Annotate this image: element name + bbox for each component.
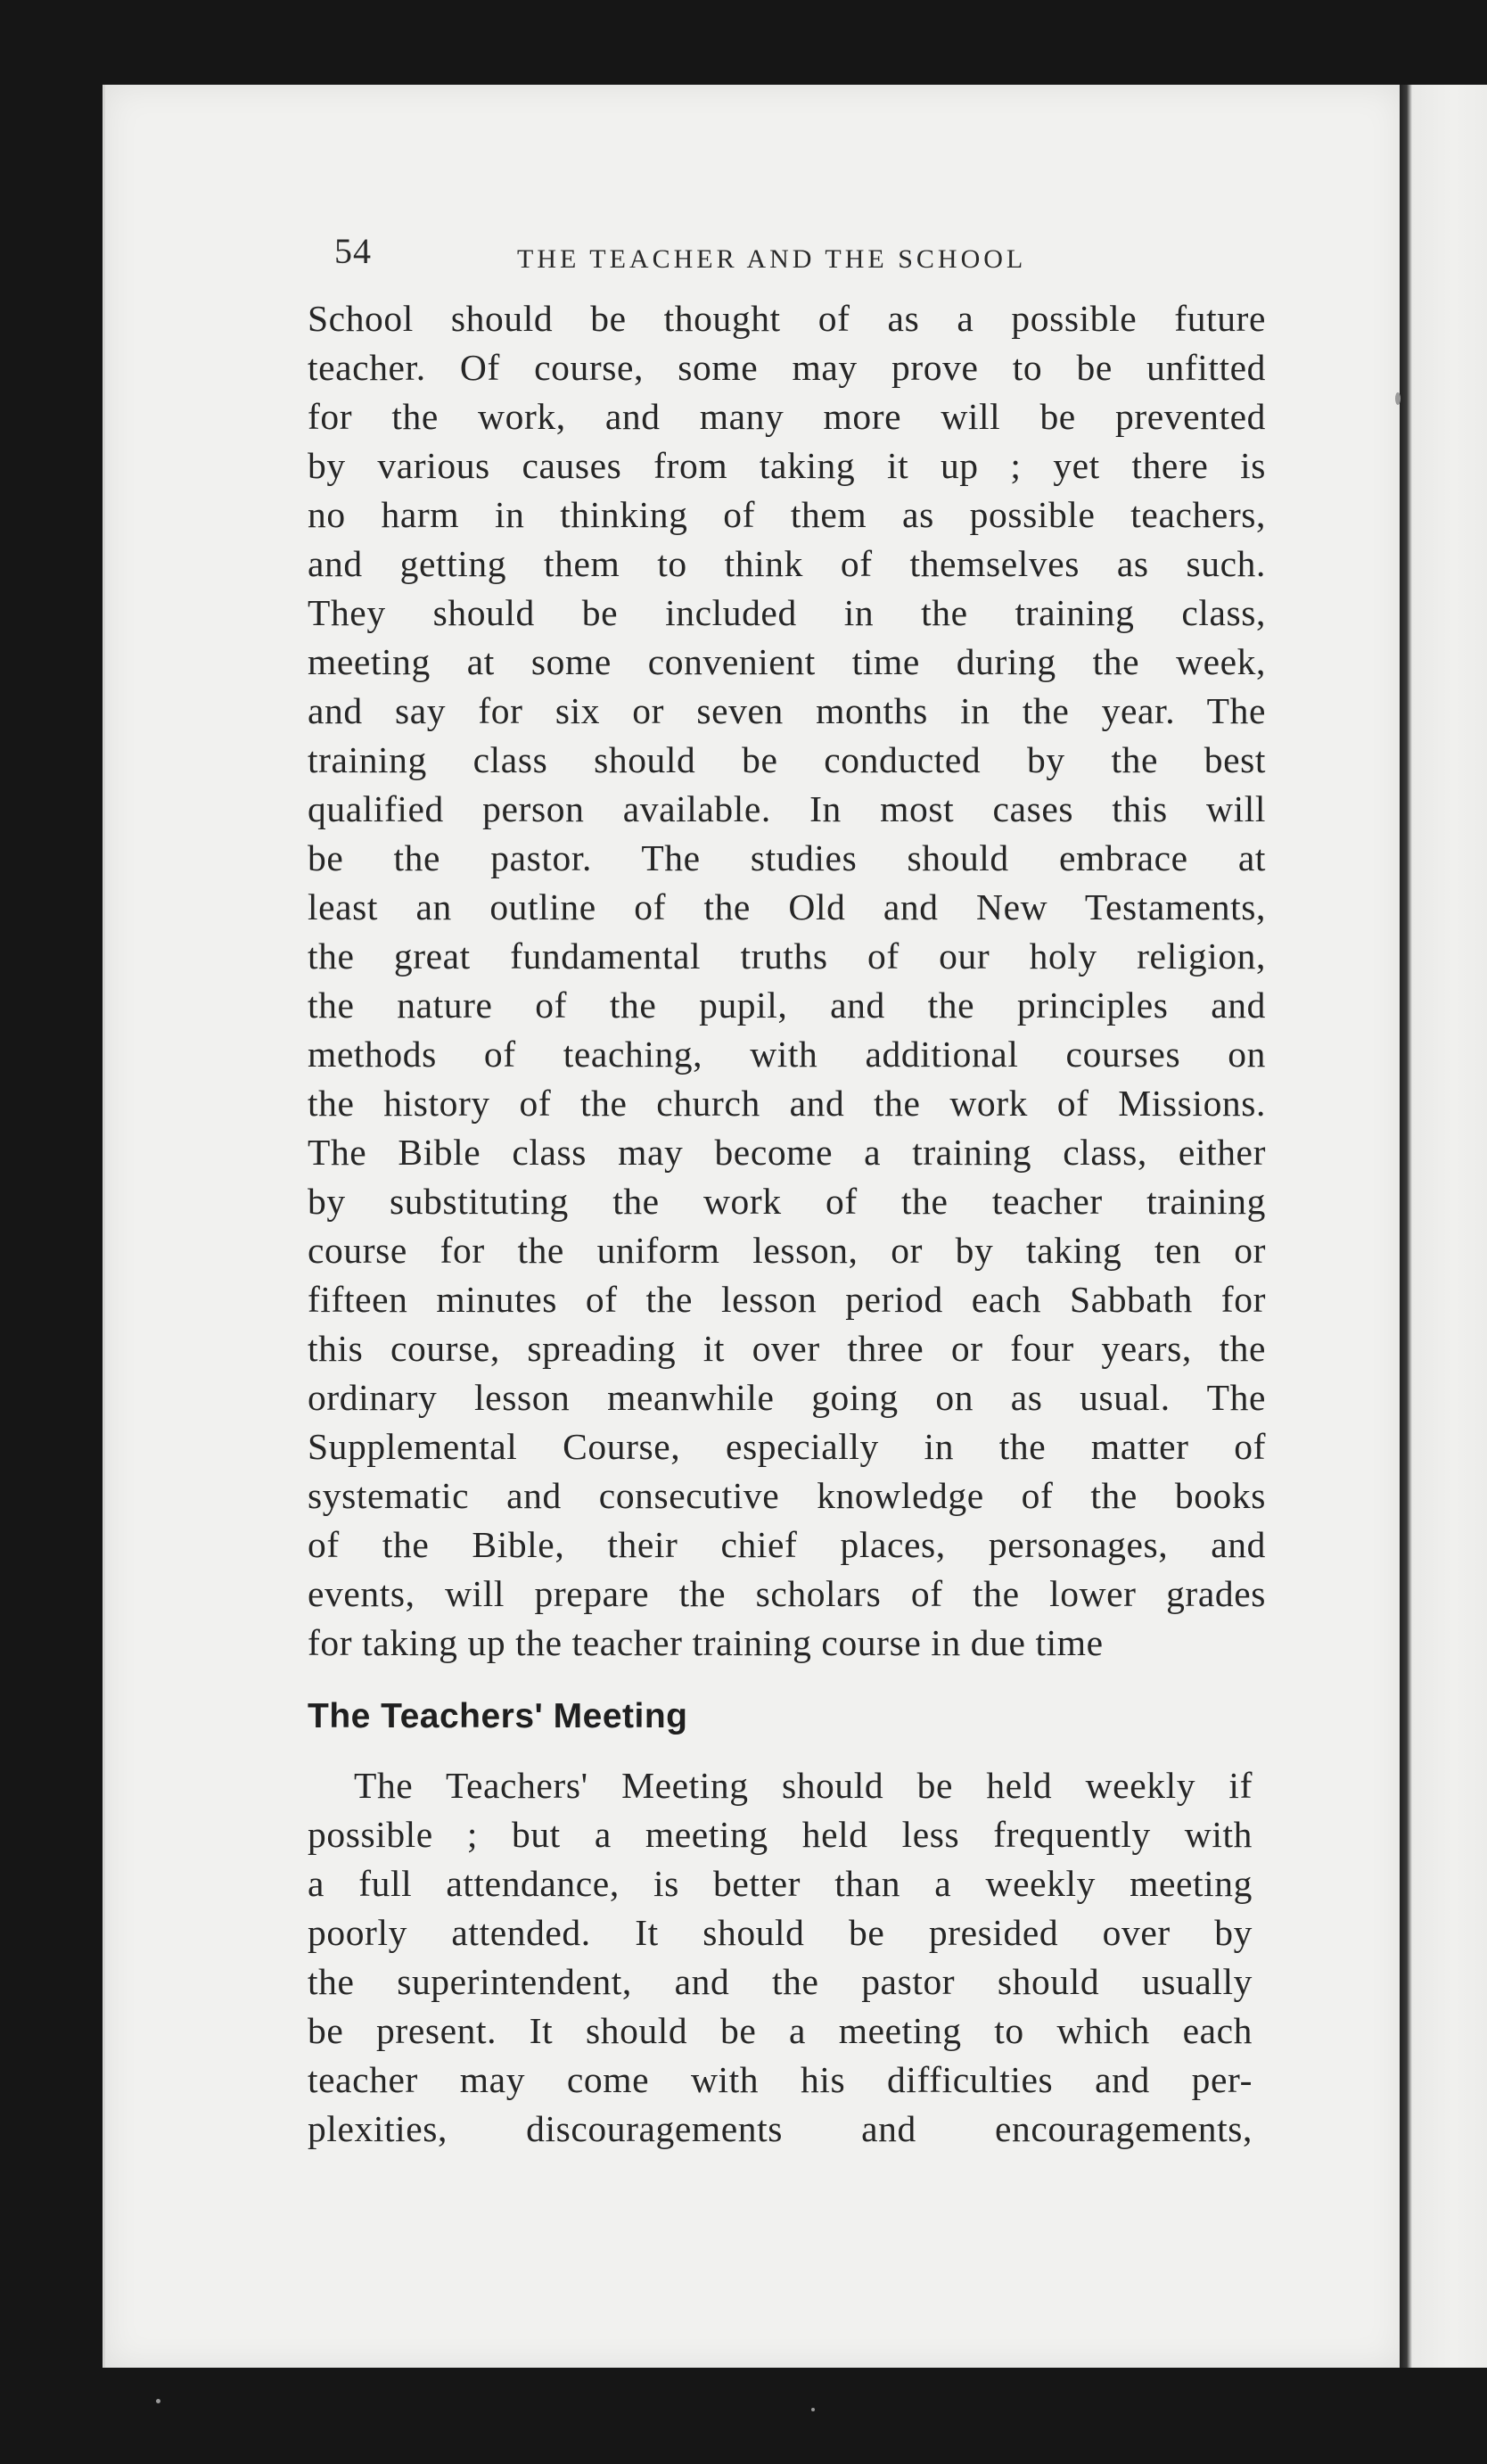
text-line: fifteen minutes of the lesson period each Sabbath for: [308, 1279, 1266, 1320]
text-line: Supplemental Course, especially in the matter of: [308, 1426, 1266, 1467]
text-line: the nature of the pupil, and the principles and: [308, 985, 1266, 1026]
text-line: no harm in thinking of them as possible teachers,: [308, 494, 1266, 535]
text-line: of the Bible, their chief places, personages, and: [308, 1524, 1266, 1565]
text-line: events, will prepare the scholars of the lower grades: [308, 1573, 1266, 1614]
page-number: 54: [334, 231, 372, 271]
text-line: training class should be conducted by the best: [308, 739, 1266, 780]
text-line: course for the uniform lesson, or by taking ten or: [308, 1230, 1266, 1271]
text-line: for taking up the teacher training course in due time: [308, 1622, 1104, 1663]
text-line: qualified person available. In most cases this will: [308, 788, 1266, 829]
text-line: be present. It should be a meeting to which each: [308, 2010, 1253, 2051]
text-line: They should be included in the training class,: [308, 592, 1266, 633]
text-line: the great fundamental truths of our holy religion,: [308, 935, 1266, 977]
text-line: possible ; but a meeting held less frequently with: [308, 1814, 1253, 1855]
text-line: be the pastor. The studies should embrace at: [308, 837, 1266, 878]
scan-speck: [156, 2399, 160, 2403]
page-header: [334, 230, 1261, 284]
text-line: methods of teaching, with additional courses on: [308, 1034, 1266, 1075]
text-line: plexities, discouragements and encouragements,: [308, 2108, 1253, 2149]
text-line: and say for six or seven months in the year. The: [308, 690, 1266, 731]
text-line: the history of the church and the work of Missions.: [308, 1083, 1266, 1124]
text-line: this course, spreading it over three or four years, the: [308, 1328, 1266, 1369]
running-head: THE TEACHER AND THE SCHOOL: [517, 244, 1027, 274]
text-line: School should be thought of as a possible future: [308, 298, 1266, 339]
text-line: teacher may come with his difficulties and per-: [308, 2059, 1253, 2100]
text-line: by substituting the work of the teacher training: [308, 1181, 1266, 1222]
text-line: for the work, and many more will be prevented: [308, 396, 1266, 437]
paragraph-training-class: [308, 294, 1266, 1668]
text-line: ordinary lesson meanwhile going on as usual. The: [308, 1377, 1266, 1418]
text-line: and getting them to think of themselves as such.: [308, 543, 1266, 584]
text-line: The Teachers' Meeting should be held weekly if: [354, 1765, 1253, 1806]
text-line: systematic and consecutive knowledge of the books: [308, 1475, 1266, 1516]
text-line: poorly attended. It should be presided over by: [308, 1912, 1253, 1953]
scan-speck: [1395, 392, 1401, 405]
next-page-edge: [1400, 85, 1487, 2368]
text-line: a full attendance, is better than a weekly meeting: [308, 1863, 1253, 1904]
text-line: least an outline of the Old and New Testaments,: [308, 886, 1266, 927]
text-line: the superintendent, and the pastor should usually: [308, 1961, 1253, 2002]
text-line: teacher. Of course, some may prove to be unfitted: [308, 347, 1266, 388]
paragraph-teachers-meeting: [308, 1761, 1253, 2154]
text-line: by various causes from taking it up ; yet there is: [308, 445, 1266, 486]
text-line: meeting at some convenient time during the week,: [308, 641, 1266, 682]
text-line: The Bible class may become a training class, either: [308, 1132, 1266, 1173]
section-heading: The Teachers' Meeting: [308, 1697, 688, 1735]
scan-speck: [811, 2408, 815, 2411]
